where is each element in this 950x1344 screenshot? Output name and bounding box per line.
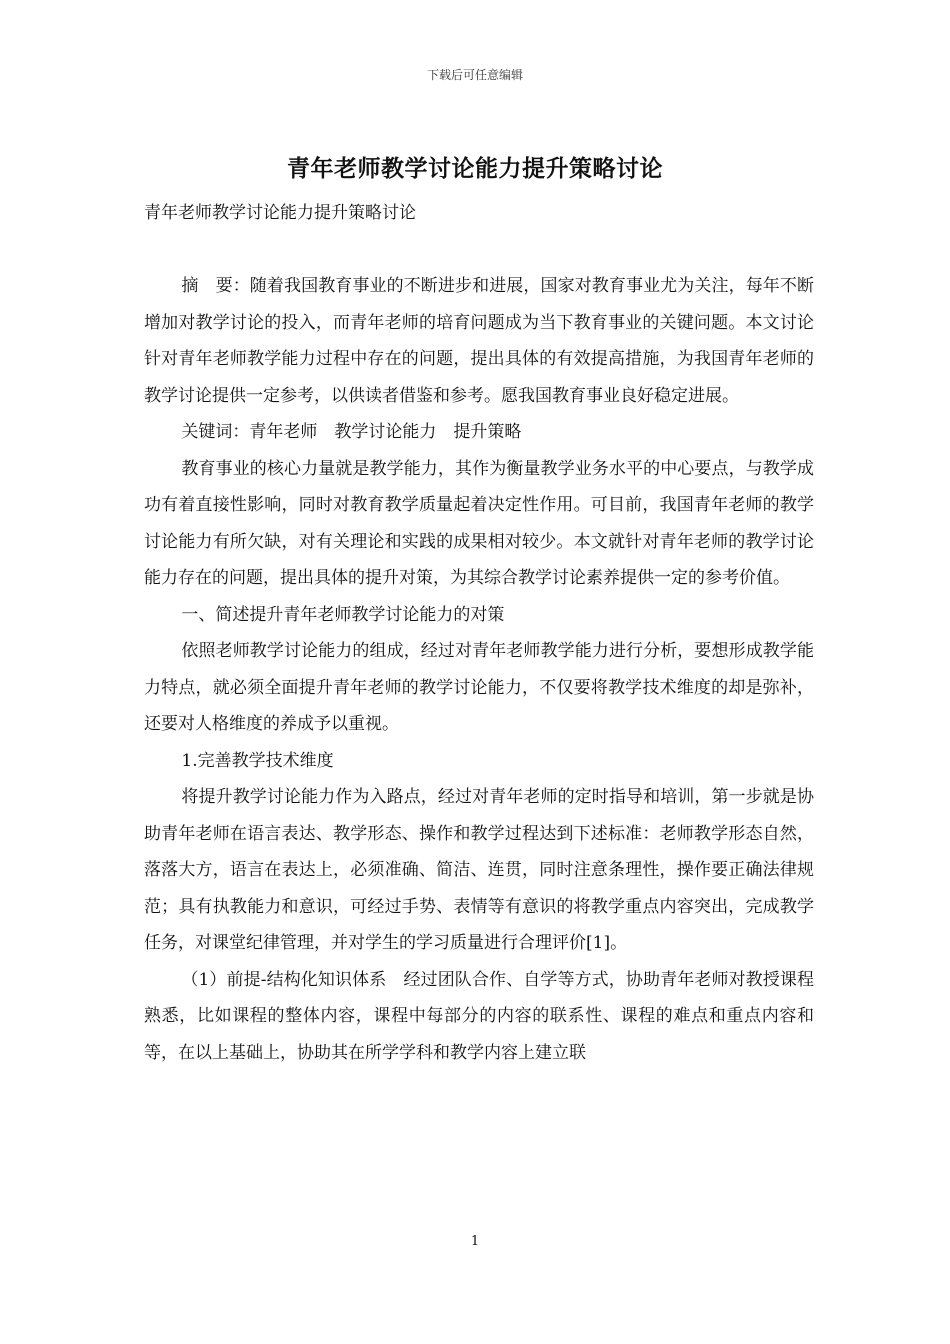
body-paragraph: 将提升教学讨论能力作为入路点，经过对青年老师的定时指导和培训，第一步就是协助青年老师在语言表达、教学形态、操作和教学过程达到下述标准：老师教学形态自然，落落大方，语言在表达上，必须准确、简洁、连贯，同时注意条理性，操作要正确法律规范；具有执教能力和意识，可经过手势、表情等有意识的将教学重点内容突出，完成教学任务，对课堂纪律管理，并对学生的学习质量进行合理评价[1]。 (144, 787, 814, 953)
body-paragraph: （1）前提-结构化知识体系 经过团队合作、自学等方式，协助青年老师对教授课程熟悉，比如课程的整体内容，课程中每部分的内容的联系性、课程的难点和重点内容和等，在以上基础上，协助其在所学学科和教学内容上建立联 (144, 969, 814, 1063)
document-title: 青年老师教学讨论能力提升策略讨论 (287, 155, 663, 182)
subsection-heading: 1.完善教学技术维度 (181, 750, 334, 771)
body-paragraph: 依照老师教学讨论能力的组成，经过对青年老师教学能力进行分析，要想形成教学能力特点，就必须全面提升青年老师的教学讨论能力，不仅要将教学技术维度的却是弥补，还要对人格维度的养成予以重视。 (144, 641, 814, 734)
page-header: 下载后可任意编辑 (426, 68, 523, 82)
document-subtitle: 青年老师教学讨论能力提升策略讨论 (144, 203, 416, 223)
section-heading: 一、简述提升青年老师教学讨论能力的对策 (181, 604, 505, 625)
abstract-paragraph: 摘 要：随着我国教育事业的不断进步和进展，国家对教育事业尤为关注，每年不断增加对教学讨论的投入，而青年老师的培育问题成为当下教育事业的关键问题。本文讨论针对青年老师教学能力过程中存在的问题，提出具体的有效提高措施，为我国青年老师的教学讨论提供一定参考，以供读者借鉴和参考。愿我国教育事业良好稳定进展。 (144, 276, 814, 406)
document-body (144, 268, 814, 1071)
keywords-paragraph: 关键词：青年老师 教学讨论能力 提升策略 (181, 422, 522, 442)
page-number: 1 (470, 1234, 480, 1249)
intro-paragraph: 教育事业的核心力量就是教学能力，其作为衡量教学业务水平的中心要点，与教学成功有着直接性影响，同时对教育教学质量起着决定性作用。可目前，我国青年老师的教学讨论能力有所欠缺，对有关理论和实践的成果相对较少。本文就针对青年老师的教学讨论能力存在的问题，提出具体的提升对策，为其综合教学讨论素养提供一定的参考价值。 (144, 458, 814, 588)
